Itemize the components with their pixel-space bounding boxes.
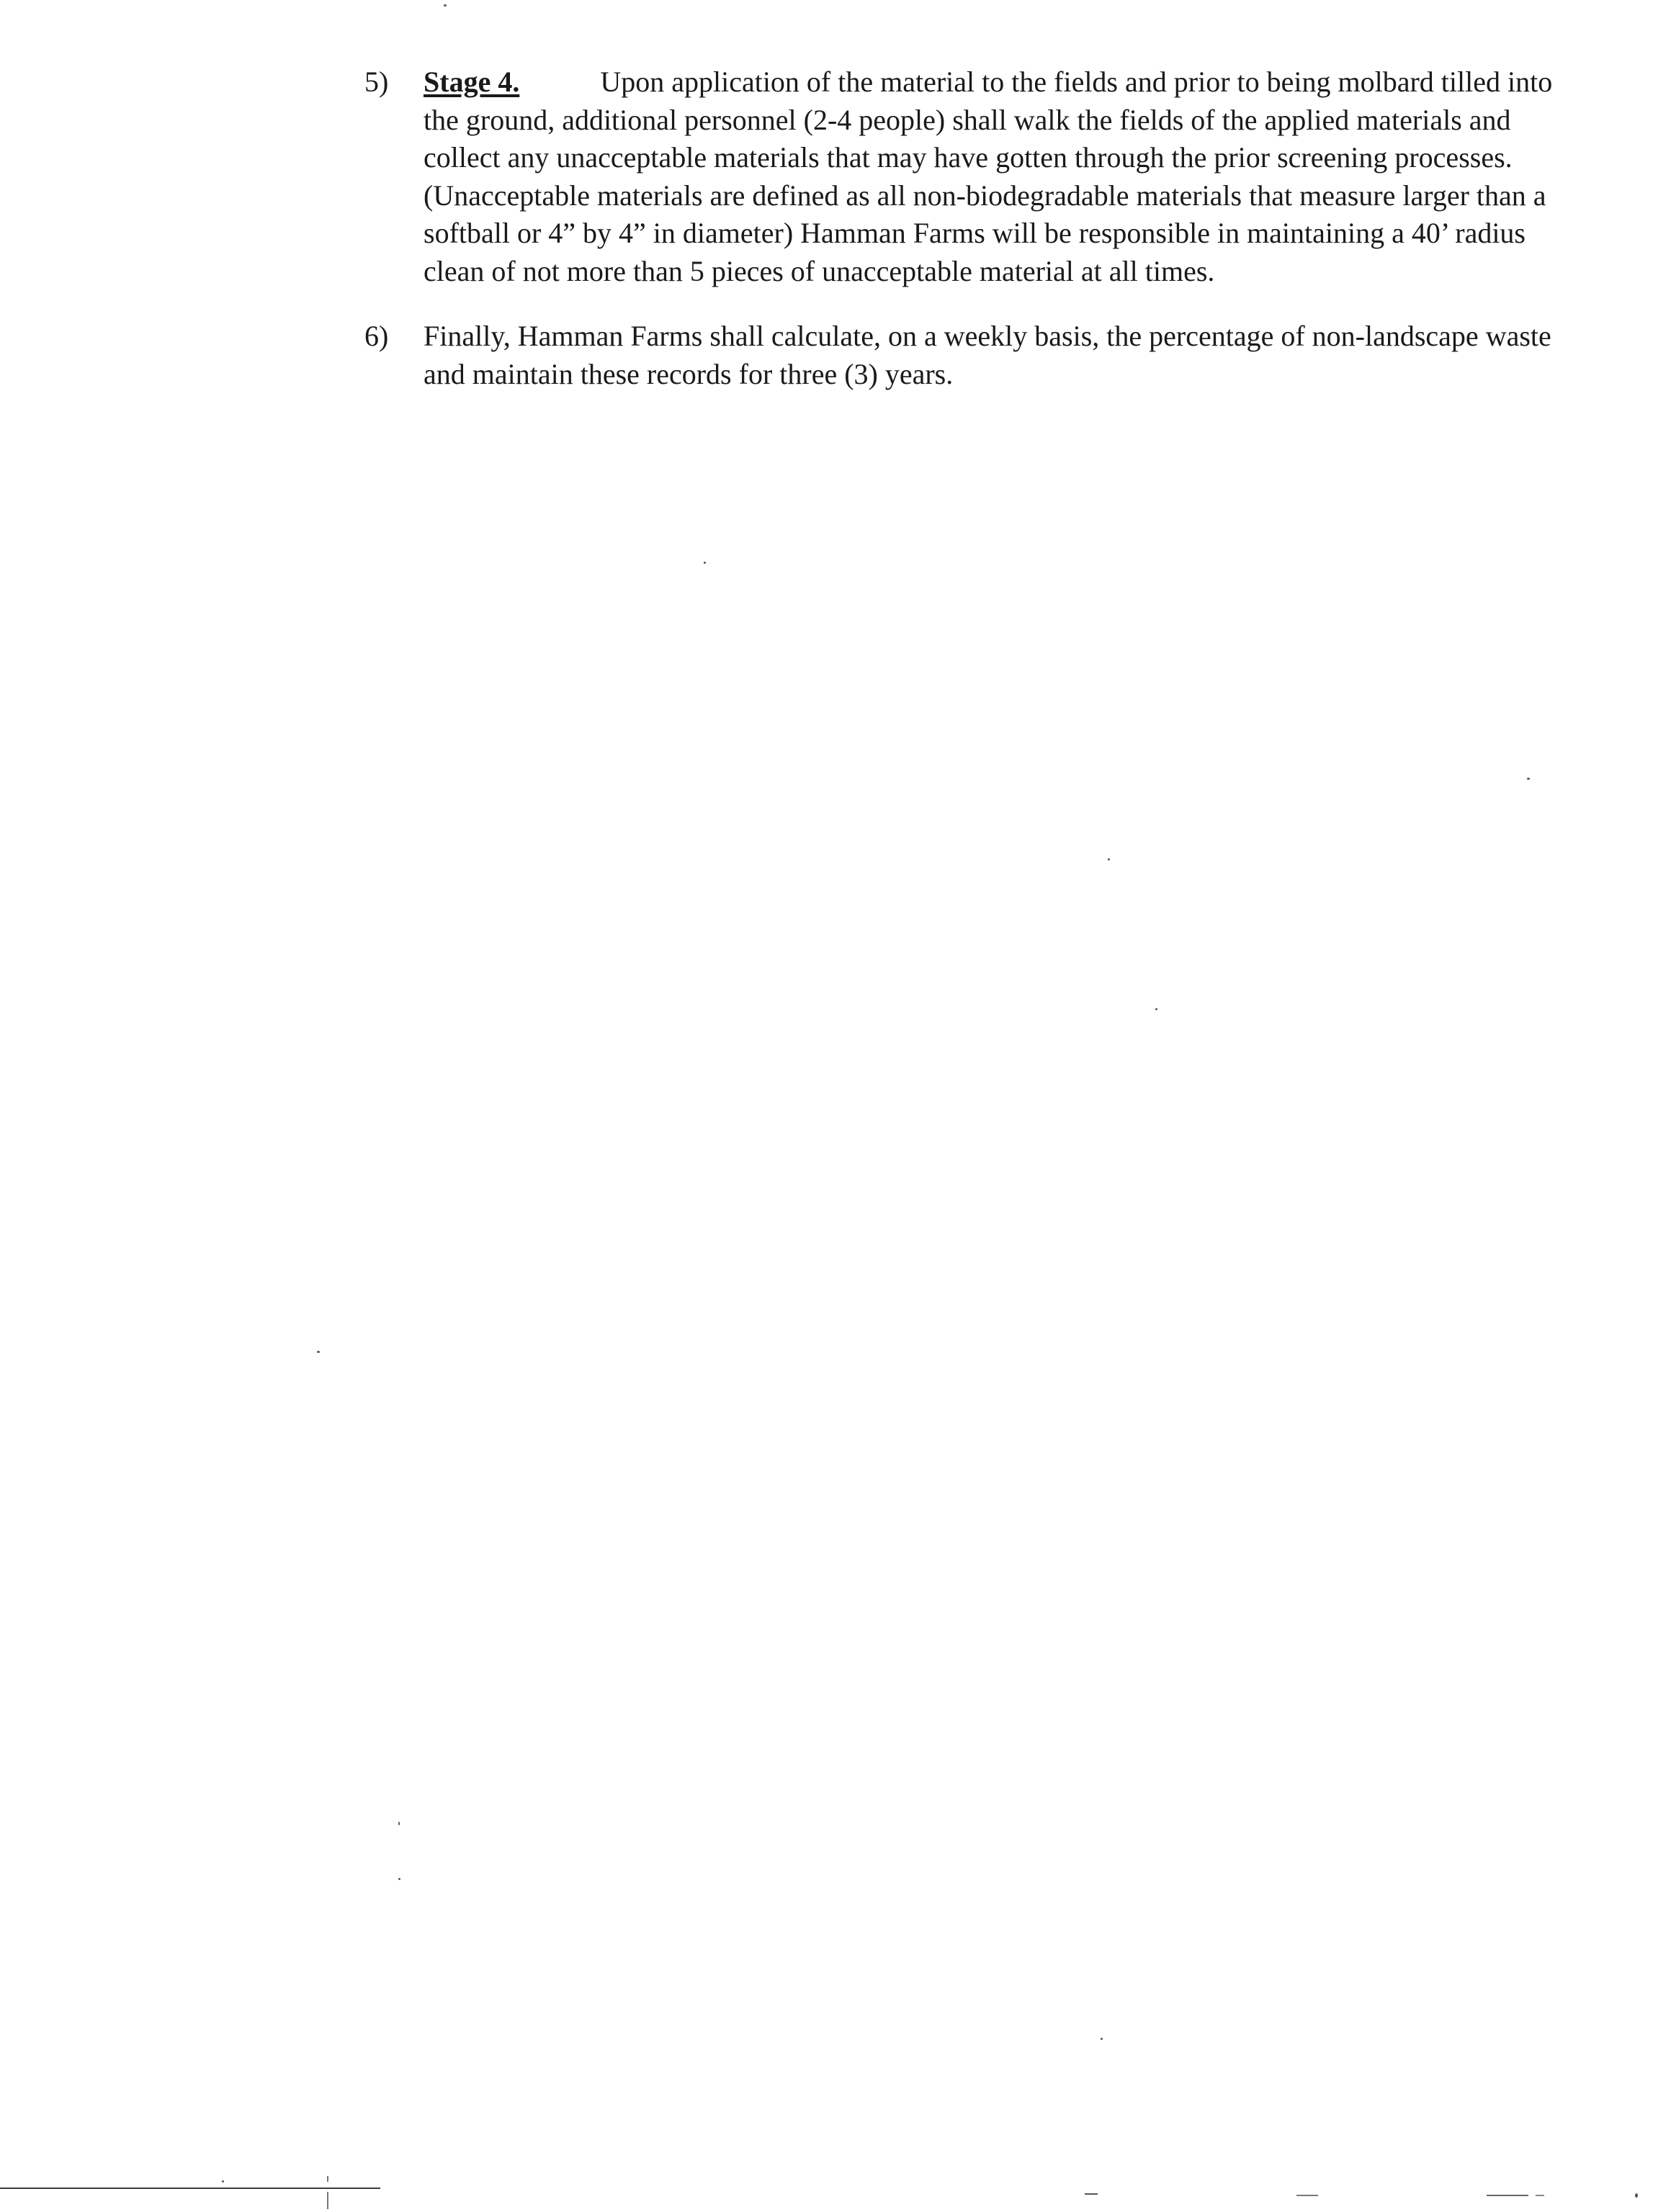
item-body <box>424 318 1574 393</box>
scan-speck <box>1155 1008 1157 1010</box>
item-number: 6) <box>364 320 389 352</box>
stage-label: Stage 4. <box>424 66 520 98</box>
scan-speck <box>317 1351 320 1353</box>
footer-rule <box>0 2188 380 2189</box>
item-number: 5) <box>364 66 389 98</box>
scan-mark <box>1487 2195 1528 2196</box>
scan-speck <box>1101 2038 1103 2040</box>
item-text: Upon application of the material to the fields and prior to being molbard tilled into the ground, additional personnel (2-4 people) shall walk the fields of the applied materials and collect any unacceptable materials that may have gotten through the prior screening processes. (Unacceptable materials are defined as all non-biodegradable materials that measure larger than a softball or 4” by 4” in diameter) Hamman Farms will be responsible in maintaining a 40’ radius clean of not more than 5 pieces of unacceptable material at all times. <box>424 66 1553 287</box>
scan-speck <box>398 1878 400 1880</box>
scan-mark <box>1536 2195 1544 2196</box>
scan-mark <box>327 2176 328 2182</box>
item-body <box>424 63 1574 290</box>
item-text: Finally, Hamman Farms shall calculate, on a weekly basis, the percentage of non-landscape waste and maintain these records for three (3) years. <box>424 320 1551 390</box>
list-item-5 <box>364 63 1574 290</box>
scan-speck <box>704 562 706 564</box>
scan-mark <box>327 2192 328 2209</box>
scan-speck <box>444 4 447 6</box>
numbered-list <box>364 63 1574 421</box>
scan-speck <box>1635 2193 1638 2198</box>
scan-speck <box>1527 778 1530 780</box>
scan-speck <box>1108 858 1110 860</box>
list-item-6 <box>364 318 1574 393</box>
scan-speck <box>222 2180 224 2182</box>
scan-mark <box>1296 2195 1318 2196</box>
scan-speck <box>398 1822 400 1825</box>
scan-mark <box>1085 2193 1098 2195</box>
